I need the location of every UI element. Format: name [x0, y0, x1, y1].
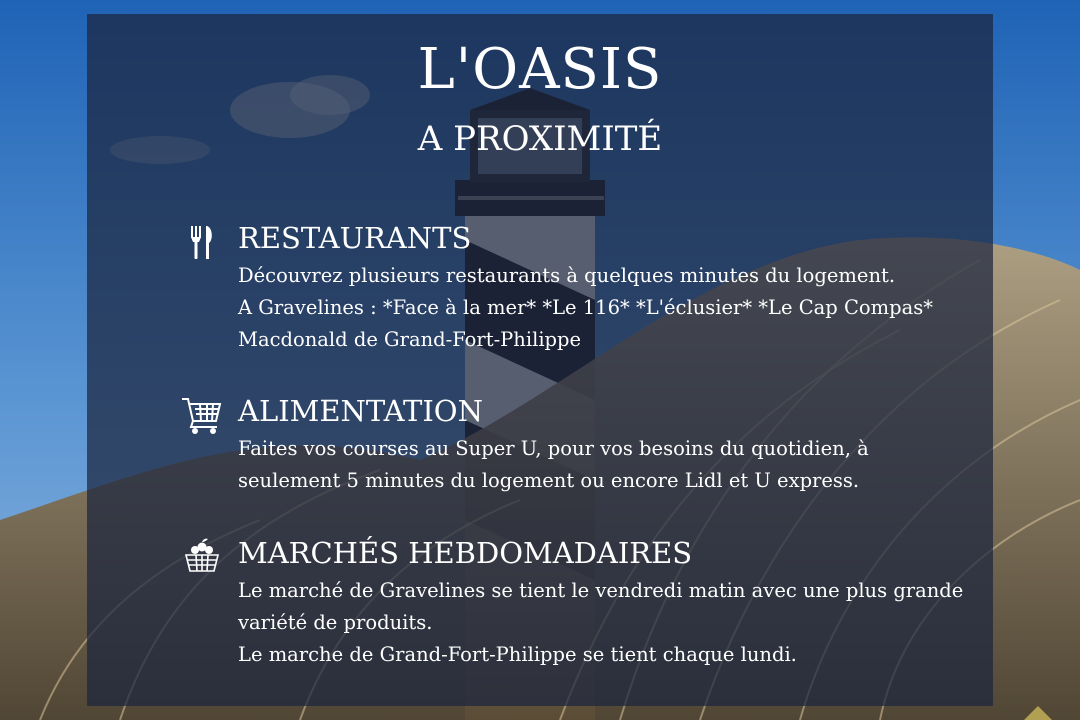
- marches-line-2: variété de produits.: [238, 611, 433, 634]
- marches-line-3: Le marche de Grand-Fort-Philippe se tient chaque lundi.: [238, 643, 797, 666]
- section-heading-alimentation: ALIMENTATION: [238, 394, 483, 428]
- marches-line-1: Le marché de Gravelines se tient le vendredi matin avec une plus grande: [238, 579, 964, 602]
- section-heading-restaurants: RESTAURANTS: [238, 221, 472, 255]
- alimentation-line-1: Faites vos courses au Super U, pour vos besoins du quotidien, à: [238, 437, 869, 460]
- page-subtitle: A PROXIMITÉ: [417, 119, 663, 159]
- restaurants-line-2: A Gravelines : *Face à la mer* *Le 116* *L'éclusier* *Le Cap Compas*: [238, 296, 933, 319]
- fork-knife-icon: [180, 220, 224, 264]
- section-heading-marches: MARCHÉS HEBDOMADAIRES: [238, 536, 693, 570]
- section-body-alimentation: [238, 433, 978, 497]
- page-title: L'OASIS: [417, 37, 663, 102]
- shopping-cart-icon: [180, 393, 224, 437]
- restaurants-line-3: Macdonald de Grand-Fort-Philippe: [238, 328, 582, 351]
- market-basket-icon: [180, 535, 224, 579]
- alimentation-line-2: seulement 5 minutes du logement ou encore Lidl et U express.: [238, 469, 860, 492]
- section-body-marches: [238, 575, 978, 671]
- corner-decoration: [1024, 706, 1052, 720]
- section-body-restaurants: [238, 260, 978, 356]
- restaurants-line-1: Découvrez plusieurs restaurants à quelques minutes du logement.: [238, 264, 896, 287]
